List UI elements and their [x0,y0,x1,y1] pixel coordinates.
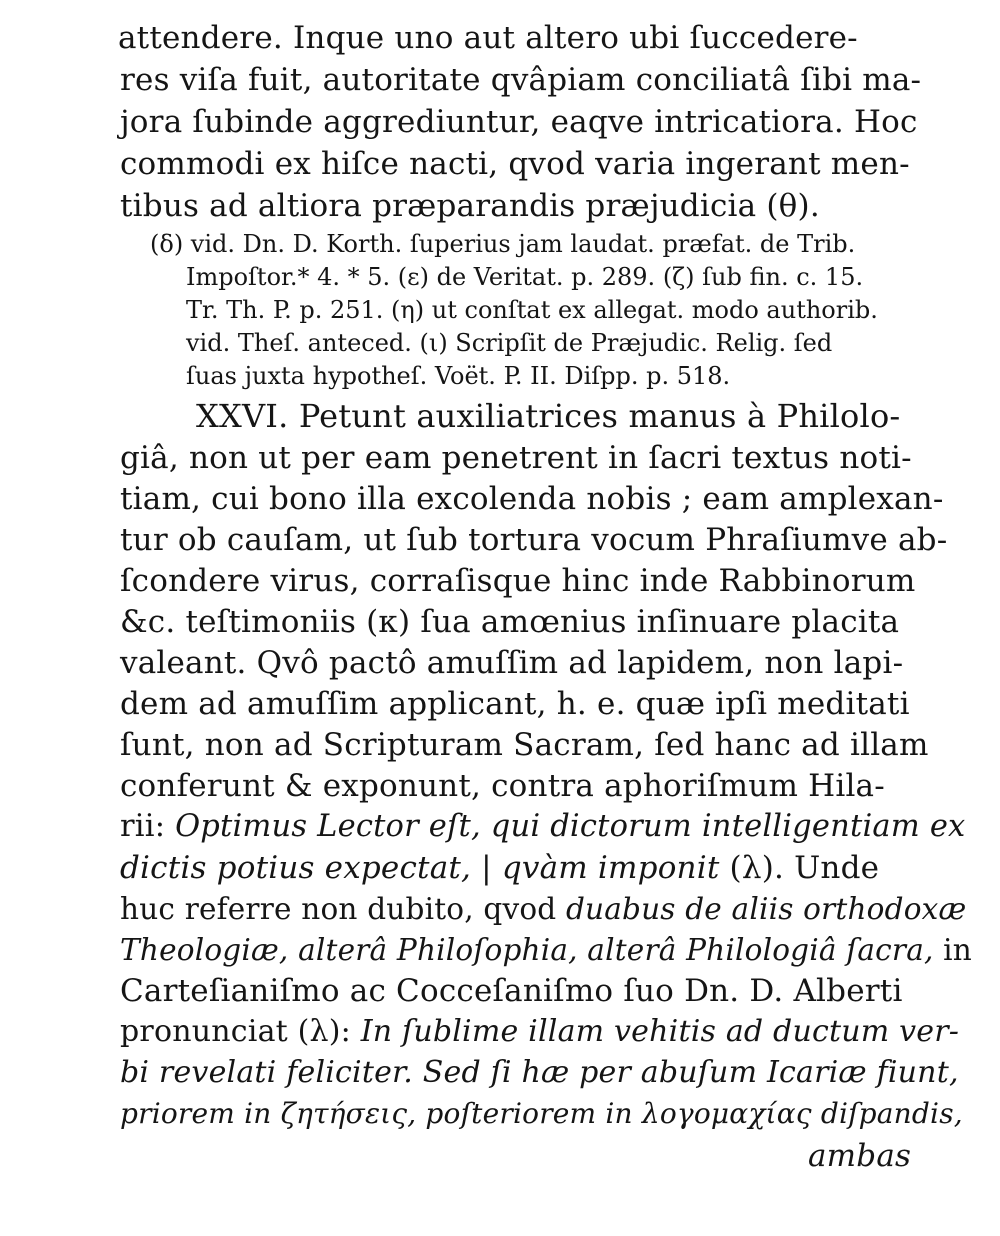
main-line-4: commodi ex hiſce nacti, qvod varia ingerant men- [120,146,910,182]
section-line-6: &c. teſtimoniis (κ) ſua amœnius inſinuare placita [120,604,900,640]
section-line-7: valeant. Qvô pactô amuſſim ad lapidem, non lapi- [120,645,904,681]
footnote-line-5: ſuas juxta hypotheſ. Voët. P. II. Diſpp. p. 518. [186,362,731,390]
section-line-8: dem ad amuſſim applicant, h. e. quæ ipſi meditati [120,686,910,722]
footnote-line-4: vid. Theſ. anteced. (ι) Scripſit de Præjudic. Relig. ſed [186,329,833,357]
main-line-5: tibus ad altiora præparandis præjudicia (θ). [120,188,820,224]
footnote-line-2: Impoſtor.* 4. * 5. (ε) de Veritat. p. 289. (ζ) ſub fin. c. 15. [186,263,864,291]
main-line-3: jora ſubinde aggrediuntur, eaqve intricatiora. Hoc [120,104,918,140]
section-heading-line: XXVI. Petunt auxiliatrices manus à Philolo- [196,397,901,435]
mixed-line-4: Theologiæ, alterâ Philoſophia, alterâ Philologiâ ſacra, in [120,933,972,967]
section-line-2: giâ, non ut per eam penetrent in ſacri textus noti- [120,440,912,476]
section-line-10: conferunt & exponunt, contra aphoriſmum Hila- [120,768,885,804]
alberti-quote: In ſublime illam vehitis ad ductum ver- [360,1014,960,1049]
section-line-5: ſcondere virus, corraſisque hinc inde Rabbinorum [120,563,916,599]
section-line-9: ſunt, non ad Scripturam Sacram, ſed hanc ad illam [120,727,929,763]
section-line-3: tiam, cui bono illa excolenda nobis ; eam amplexan- [120,481,944,517]
hilarius-quote: Optimus Lector eſt, qui dictorum intelligentiam ex [175,809,966,844]
footnote-line-3: Tr. Th. P. p. 251. (η) ut conſtat ex allegat. modo authorib. [186,296,878,324]
mixed-line-8: priorem in ζητήσεις, poſteriorem in λογομαχίας diſpandis, [120,1097,963,1130]
mixed-line-2: dictis potius expectat, | qvàm imponit (λ). Unde [120,850,880,886]
mixed-line-7: bi revelati feliciter. Sed ſi hæ per abuſum Icariæ fiunt, [120,1055,959,1090]
mixed-line-1: rii: Optimus Lector eſt, qui dictorum intelligentiam ex [120,809,966,844]
mixed-line-6: pronunciat (λ): In ſublime illam vehitis ad ductum ver- [120,1014,960,1049]
footnote-line-1: (δ) vid. Dn. D. Korth. ſuperius jam laudat. præfat. de Trib. [150,230,856,258]
main-line-1: attendere. Inque uno aut altero ubi ſuccedere- [118,20,858,56]
section-line-4: tur ob cauſam, ut ſub tortura vocum Phraſiumve ab- [120,522,948,558]
mixed-line-5: Carteſianiſmo ac Cocceſaniſmo ſuo Dn. D. Alberti [120,973,903,1009]
mixed-line-3: huc referre non dubito, qvod duabus de aliis orthodoxæ [120,892,967,926]
catchword: ambas [808,1138,912,1174]
main-line-2: res viſa fuit, autoritate qvâpiam conciliatâ ſibi ma- [120,62,922,98]
